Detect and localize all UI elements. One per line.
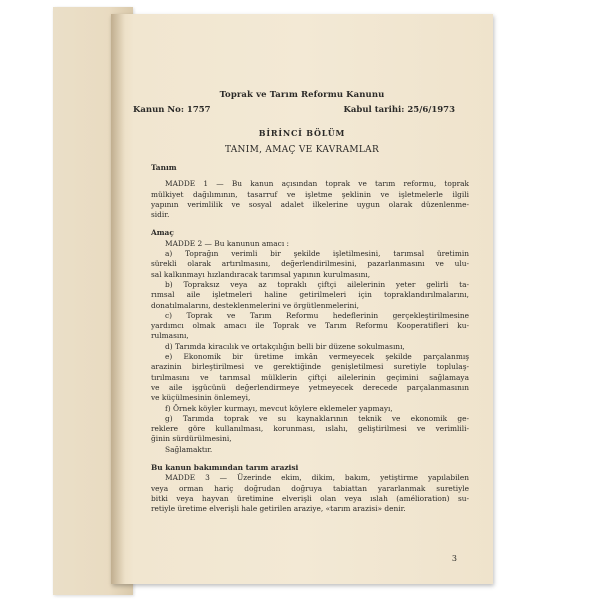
text-line: sürekli olarak artırılmasını, değerlendirilmesini, pazarlanmasını ve ulu- <box>151 259 469 269</box>
text-line: MADDE 1 — Bu kanun açısından toprak ve tarım reformu, toprak <box>165 179 469 189</box>
text-line: sidir. <box>151 210 170 220</box>
law-number: Kanun No: 1757 <box>133 105 211 115</box>
article-heading-amac: Amaç <box>151 228 174 238</box>
text-line: g) Tarımda toprak ve su kaynaklarının teknik ve ekonomik ge- <box>165 413 469 423</box>
text-line: MADDE 3 — Üzerinde ekim, dikim, bakım, yetiştirme yapılabilen <box>165 473 469 483</box>
adoption-date: Kabul tarihi: 25/6/1973 <box>343 105 455 115</box>
article-heading-tanim: Tanım <box>151 163 177 172</box>
page-number: 3 <box>451 554 457 563</box>
text-line: retiyle üretime elverişli hale getirilen araziye, «tarım arazisi» denir. <box>151 504 406 514</box>
part-subtitle: TANIM, AMAÇ VE KAVRAMLAR <box>224 145 380 155</box>
text-line: Sağlamaktır. <box>165 444 213 454</box>
text-line: a) Toprağın verimli bir şekilde işletilmesini, tarımsal üretimin <box>165 249 469 259</box>
text-line: veya orman hariç doğrudan doğruya tabiattan yararlanmak suretiyle <box>151 483 469 493</box>
text-line: sal kalkınmayı hızlandıracak tarımsal yapının kurulmasını, <box>151 269 371 279</box>
document-page <box>111 14 493 584</box>
text-line: ğinin sürdürülmesini, <box>151 434 232 444</box>
text-line: reklere göre kullanılması, korunması, ıslahı, geliştirilmesi ve verimlili- <box>151 424 469 434</box>
law-title: Toprak ve Tarım Reformu Kanunu <box>219 90 385 100</box>
text-line: donatılmalarını, desteklenmelerini ve örgütlenmelerini, <box>151 300 359 310</box>
text-line: yardımcı olmak amacı ile Toprak ve Tarım Reformu Kooperatifleri ku- <box>151 321 469 331</box>
text-line: c) Toprak ve Tarım Reformu hedeflerinin gerçekleştirilmesine <box>165 310 469 320</box>
text-line: bitki veya hayvan üretimine elverişli olan veya ıslah (amélioration) su- <box>151 493 469 503</box>
text-line: e) Ekonomik bir üretime imkân vermeyecek şekilde parçalanmış <box>165 352 469 362</box>
text-line: f) Örnek köyler kurmayı, mevcut köylere eklemeler yapmayı, <box>165 403 393 413</box>
text-line: arazinin birleştirilmesi ve gerektiğinde genişletilmesi suretiyle toplulaş- <box>151 362 469 372</box>
text-line: mülkiyet dağılımının, tasarruf ve işletme şeklinin ve işletmelerle ilgili <box>151 189 469 199</box>
part-title: BİRİNCİ BÖLÜM <box>258 128 346 138</box>
article-heading-tarim-arazisi: Bu kanun bakımından tarım arazisi <box>151 463 299 473</box>
text-line: tırılmasını ve tarımsal mülklerin çiftçi ailelerinin geçimini sağlamaya <box>151 372 469 382</box>
document-body <box>151 163 469 515</box>
text-line: b) Topraksız veya az topraklı çiftçi ailelerinin yeter gelirli ta- <box>165 279 469 289</box>
text-line: yapının verimlilik ve sosyal adalet ilkelerine uygun olarak düzenlenme- <box>151 199 469 209</box>
text-line: MADDE 2 — Bu kanunun amacı : <box>165 238 290 248</box>
text-line: ve küçülmesinin önlemeyi, <box>151 393 251 403</box>
text-line: rımsal aile işletmeleri haline getirilmeleri için topraklandırılmalarını, <box>151 290 469 300</box>
text-line: rulmasını, <box>151 331 189 341</box>
text-line: ve aile işgücünü değerlendirmeye yetmeyecek derecede parçalanmasının <box>151 382 469 392</box>
text-line: d) Tarımda kiracılık ve ortakçılığın belli bir düzene sokulmasını, <box>165 341 405 351</box>
